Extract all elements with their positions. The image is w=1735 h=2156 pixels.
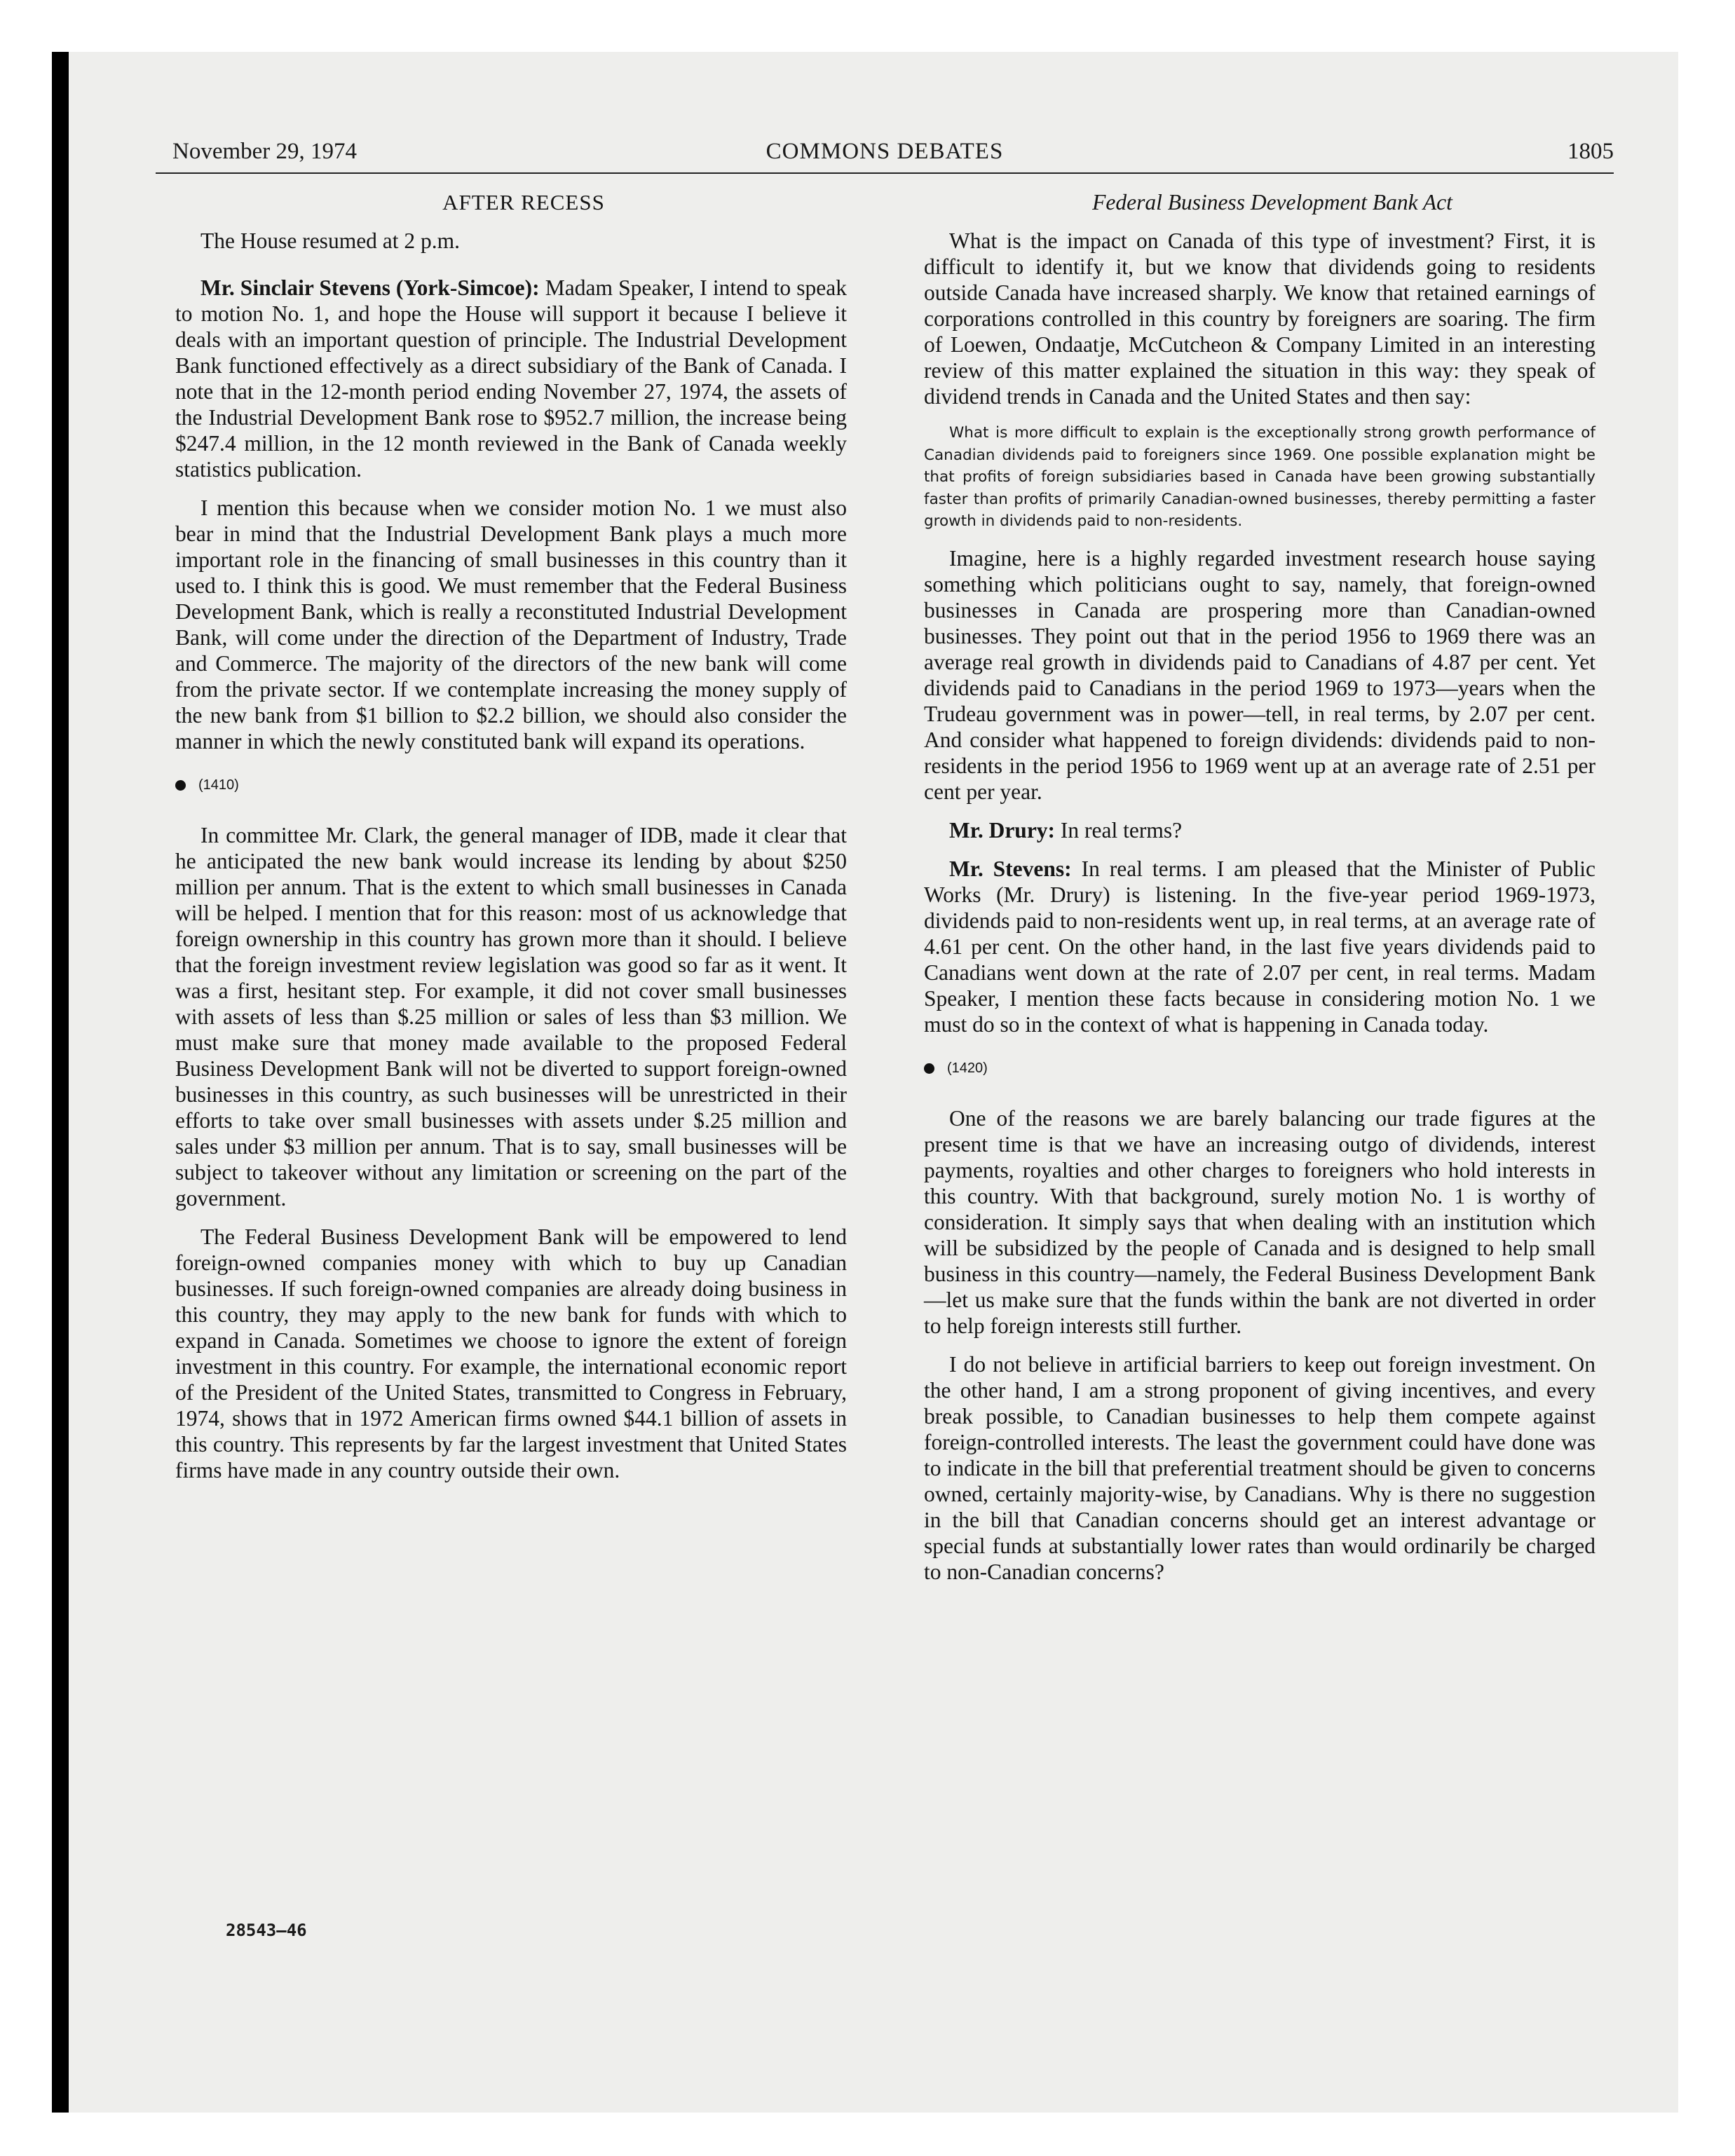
header-title: COMMONS DEBATES bbox=[766, 139, 1004, 164]
paragraph: I do not believe in artificial barriers to keep out foreign investment. On the other hand, I am a strong proponent of giving incentives, and every break possible, to Canadian businesses to help them compete against foreign-controlled interests. The least the government could have done was to indicate in the bill that preferential treatment should be given to concerns owned, certainly majority-wise, by Canadians. Why is there no suggestion in the bill that Canadian concerns should get an interest advantage or special funds at substantially lower rates than would ordinarily be charged to non-Canadian concerns? bbox=[924, 1351, 1595, 1584]
paragraph bbox=[924, 817, 1595, 843]
block-quote: What is more difficult to explain is the exceptionally strong growth performance of Canadian dividends paid to foreigners since 1969. One possible explanation might be that profits of foreign subsidiaries based in Canada have been growing substantially faster than profits of primarily Canadian-owned businesses, thereby permitting a faster growth in dividends paid to non-residents. bbox=[924, 424, 1595, 530]
time-marker-label: (1420) bbox=[947, 1060, 988, 1076]
section-heading: AFTER RECESS bbox=[442, 190, 605, 214]
bullet-icon bbox=[924, 1063, 934, 1074]
time-marker-label: (1410) bbox=[198, 777, 239, 793]
page-header bbox=[156, 137, 1614, 174]
paragraph: The Federal Business Development Bank will be empowered to lend foreign-owned companies money with which to buy up Canadian businesses. If such foreign-owned companies are already doing business in this country, they may apply to the new bank for funds with which to expand in Canada. Sometimes we choose to ignore the extent of foreign investment in this country. For example, the international economic report of the President of the United States, transmitted to Congress in February, 1974, shows that in 1972 American firms owned $44.1 billion of assets in this country. This represents by far the largest investment that United States firms have made in any country outside their own. bbox=[175, 1224, 847, 1482]
paragraph: Imagine, here is a highly regarded investment research house saying something which politicians ought to say, namely, that foreign-owned businesses in Canada are prospering more than Canadian-owned businesses. They point out that in the period 1956 to 1969 there was an average real growth in dividends paid to Canadians of 4.87 per cent. Yet dividends paid to Canadians in the period 1969 to 1973—years when the Trudeau government was in power—tell, in real terms, by 2.07 per cent. And consider what happened to foreign dividends: dividends paid to non-residents in the period 1956 to 1969 went up at an average rate of 2.51 per cent per year. bbox=[924, 545, 1595, 804]
header-date: November 29, 1974 bbox=[172, 139, 358, 164]
paragraph: In committee Mr. Clark, the general manager of IDB, made it clear that he anticipated the new bank would increase its lending by about $250 million per annum. That is the extent to which small businesses in Canada will be helped. I mention that for this reason: most of us acknowledge that foreign ownership in this country has grown more than it should. I believe that the foreign investment review legislation was good so far as it went. It was a first, hesitant step. For example, it did not cover small businesses with assets of less than $.25 million or sales of less than $3 million. We must make sure that money made available to the proposed Federal Business Development Bank will not be diverted to support foreign-owned businesses in this country, as such businesses will be unrestricted in their efforts to take over small businesses with assets under $.25 million and sales under $3 million per annum. That is to say, small businesses will be subject to takeover without any limitation or screening on the part of the government. bbox=[175, 823, 847, 1210]
speaker-name: Mr. Sinclair Stevens (York-Simcoe): bbox=[200, 275, 540, 300]
running-title: Federal Business Development Bank Act bbox=[1092, 190, 1452, 214]
speaker-name: Mr. Drury: bbox=[949, 817, 1056, 842]
speech-text: In real terms. I am pleased that the Minister of Public Works (Mr. Drury) is listening. In the five-year period 1969-1973, dividends paid to non-residents went up, in real terms, at an average rate of 4.61 per cent. On the other hand, in the last five years dividends paid to Canadians went down at the rate of 2.07 per cent, in real terms. Madam Speaker, I mention these facts because in considering motion No. 1 we must do so in the context of what is happening in Canada today. bbox=[924, 856, 1595, 1037]
speech-text: Madam Speaker, I intend to speak to motion No. 1, and hope the House will support it because I believe it deals with an important question of principle. The Industrial Development Bank functioned effectively as a direct subsidiary of the Bank of Canada. I note that in the 12-month period ending November 27, 1974, the assets of the Industrial Development Bank rose to $952.7 million, the increase being $247.4 million, in the 12 month reviewed in the Bank of Canada weekly statistics publication. bbox=[175, 275, 847, 482]
paragraph: I mention this because when we consider motion No. 1 we must also bear in mind that the Industrial Development Bank plays a much more important role in the financing of small businesses in this country than it used to. I think this is good. We must remember that the Federal Business Development Bank, which is really a reconstituted Industrial Development Bank, will come under the direction of the Department of Industry, Trade and Commerce. The majority of the directors of the new bank will come from the private sector. If we contemplate increasing the money supply of the new bank from $1 billion to $2.2 billion, we should also consider the manner in which the newly constituted bank will expand its operations. bbox=[175, 496, 847, 753]
left-column bbox=[175, 189, 847, 1496]
resumed-note: The House resumed at 2 p.m. bbox=[200, 228, 461, 253]
paragraph: One of the reasons we are barely balancing our trade figures at the present time is that we have an increasing outgo of dividends, interest payments, royalties and other charges to foreigners who hold interests in this country. With that background, surely motion No. 1 is worthy of consideration. It simply says that when dealing with an institution which will be subsidized by the people of Canada and is designed to help small business in this country—namely, the Federal Business Development Bank—let us make sure that the funds within the bank are not diverted in order to help foreign interests still further. bbox=[924, 1105, 1595, 1338]
right-column bbox=[924, 189, 1595, 1597]
time-marker bbox=[924, 1056, 1595, 1082]
time-marker bbox=[175, 772, 847, 798]
speech-text: In real terms? bbox=[1055, 817, 1183, 842]
paragraph bbox=[924, 856, 1595, 1037]
page-number: 1805 bbox=[1567, 139, 1614, 164]
paragraph: What is the impact on Canada of this type of investment? First, it is difficult to identify it, but we know that dividends going to residents outside Canada have increased sharply. We know that retained earnings of corporations controlled in this country by foreigners are soaring. The firm of Loewen, Ondaatje, McCutcheon & Company Limited in an interesting review of this matter explained the situation in this way: they speak of dividend trends in Canada and the United States and then say: bbox=[924, 228, 1595, 409]
speaker-name: Mr. Stevens: bbox=[949, 856, 1072, 881]
bullet-icon bbox=[175, 780, 186, 791]
paragraph bbox=[175, 275, 847, 482]
footer-print-code: 28543—46 bbox=[226, 1920, 307, 1940]
